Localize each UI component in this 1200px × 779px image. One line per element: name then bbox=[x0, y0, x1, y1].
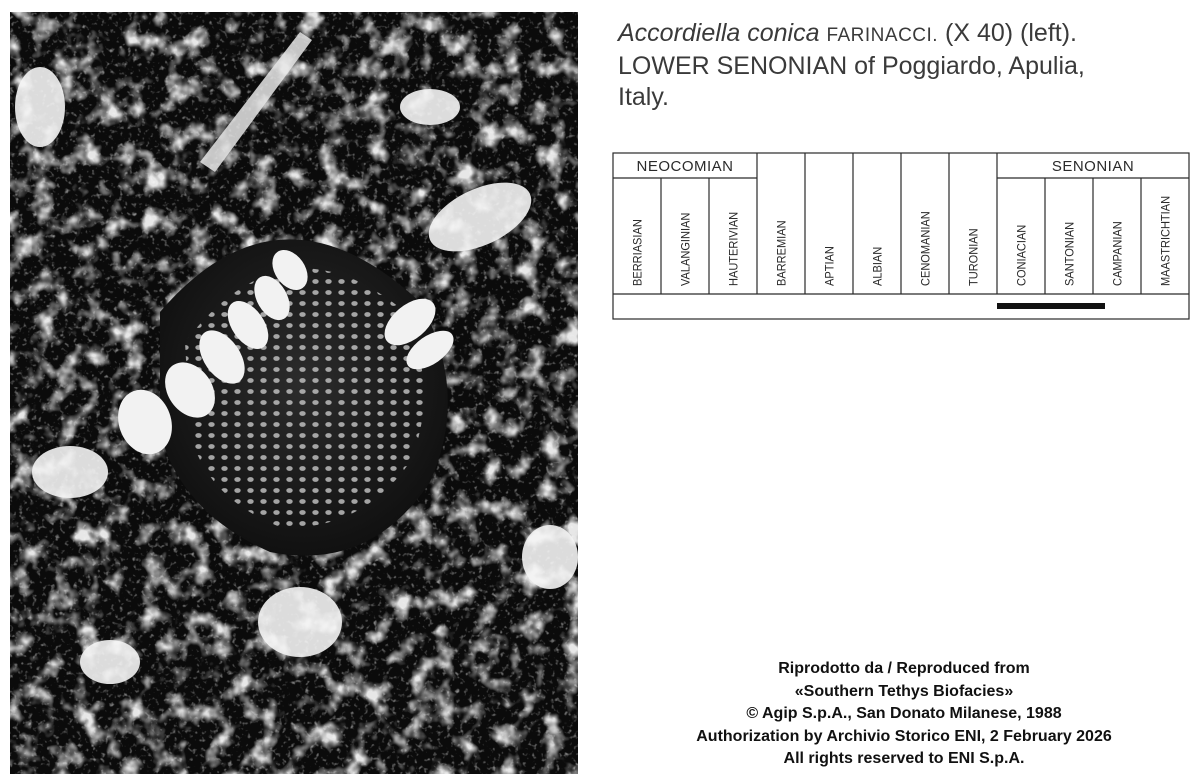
reproduction-credits bbox=[660, 658, 1148, 771]
stage-label-cenomanian: CENOMANIAN bbox=[920, 211, 933, 286]
stage-label-valanginian: VALANGINIAN bbox=[680, 212, 693, 286]
stage-label-santonian: SANTONIAN bbox=[1064, 221, 1077, 286]
group-label-senonian: SENONIAN bbox=[1051, 158, 1135, 175]
stage-label-albian: ALBIAN bbox=[872, 246, 885, 286]
stage-label-hauterivian: HAUTERIVIAN bbox=[728, 211, 741, 286]
credit-line: Authorization by Archivio Storico ENI, 2 February 2026 bbox=[696, 727, 1112, 745]
figure-caption bbox=[618, 18, 1188, 113]
magnification-note: (X 40) (left). bbox=[945, 19, 1078, 47]
credit-line: All rights reserved to ENI S.p.A. bbox=[783, 750, 1025, 767]
stage-label-coniacian: CONIACIAN bbox=[1016, 224, 1029, 286]
stage-label-aptian: APTIAN bbox=[824, 246, 837, 286]
credit-line: Riprodotto da / Reproduced from bbox=[778, 660, 1030, 677]
caption-line-2: LOWER SENONIAN of Poggiardo, Apulia, bbox=[618, 52, 1085, 80]
thin-section-micrograph bbox=[10, 12, 578, 774]
stage-label-maastrichtian: MAASTRICHTIAN bbox=[1160, 195, 1173, 286]
credit-line: «Southern Tethys Biofacies» bbox=[794, 682, 1014, 700]
group-label-neocomian: NEOCOMIAN bbox=[636, 158, 734, 175]
caption-line-3: Italy. bbox=[618, 83, 669, 111]
credit-line: © Agip S.p.A., San Donato Milanese, 1988 bbox=[746, 705, 1062, 722]
stage-label-barremian: BARREMIAN bbox=[776, 220, 789, 286]
caption-line-1 bbox=[618, 18, 1188, 51]
stage-label-turonian: TURONIAN bbox=[968, 228, 981, 286]
range-bar bbox=[997, 303, 1105, 309]
species-name: Accordiella conica bbox=[618, 19, 820, 47]
stage-label-campanian: CAMPANIAN bbox=[1112, 221, 1125, 286]
species-author: FARINACCI. bbox=[826, 25, 939, 46]
stratigraphic-range-chart bbox=[612, 152, 1190, 322]
stage-label-berriasian: BERRIASIAN bbox=[632, 219, 645, 286]
